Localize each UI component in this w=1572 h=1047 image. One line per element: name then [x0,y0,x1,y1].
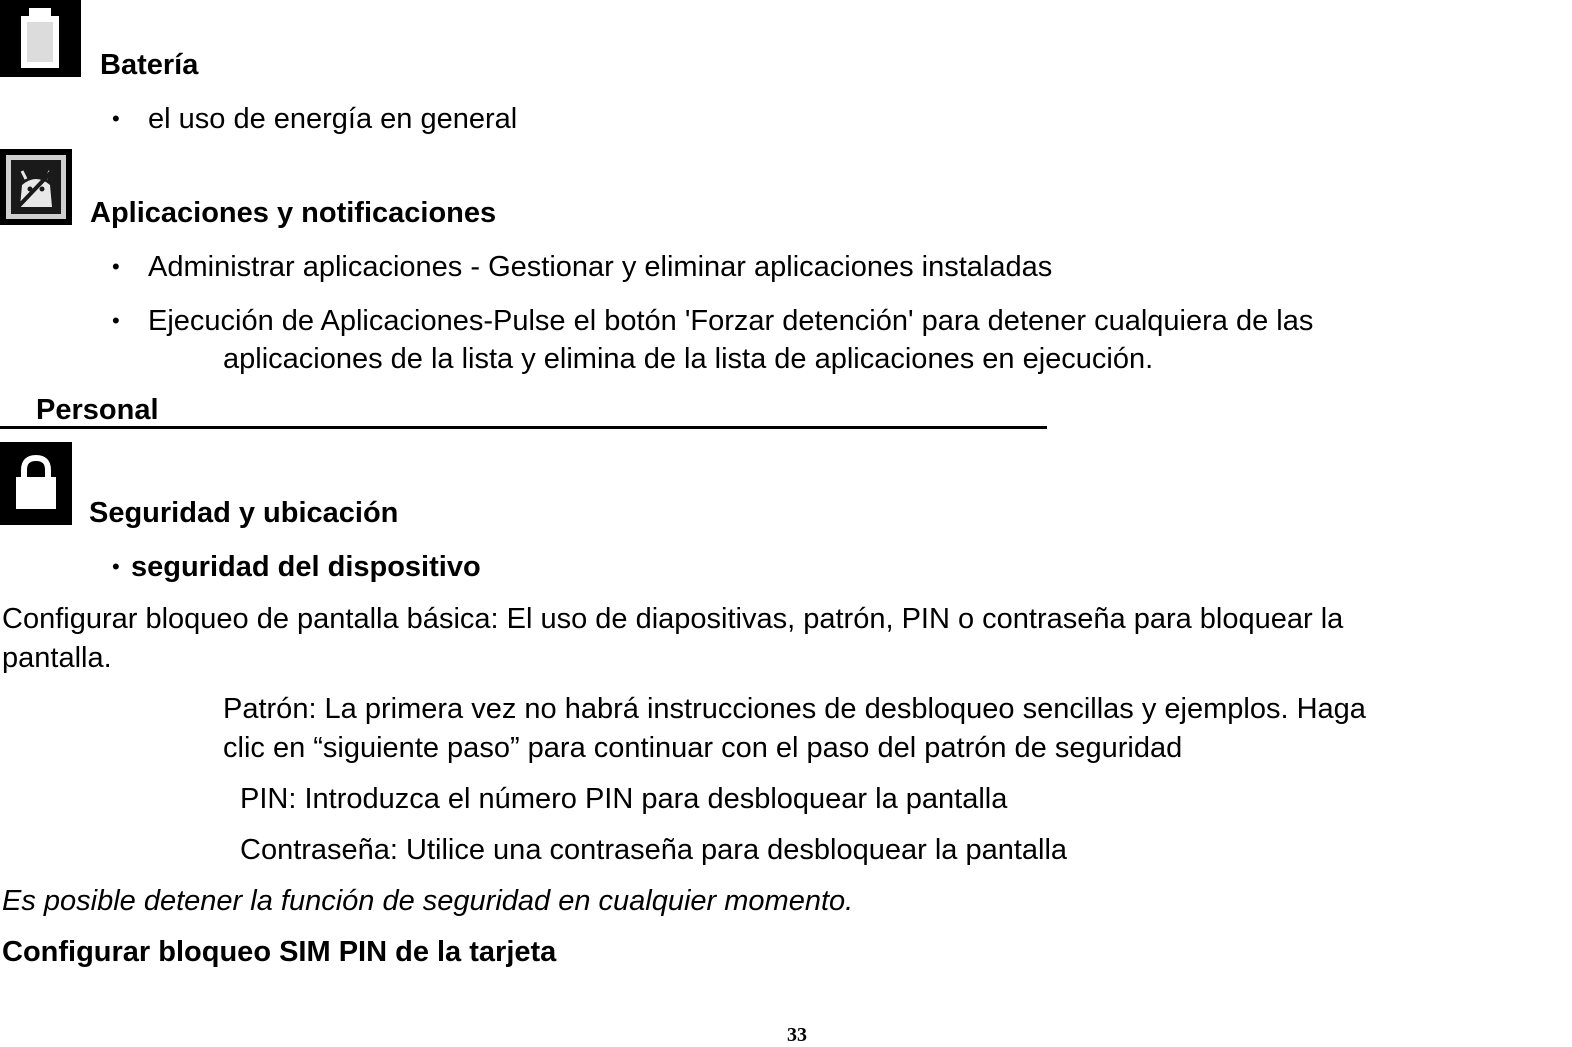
page-number: 33 [787,1024,807,1046]
bullet-icon: • [112,254,120,279]
security-note: Es posible detener la función de seguridad en cualquier momento. [2,885,854,917]
section-divider [0,426,1047,429]
security-title: Seguridad y ubicación [89,497,399,529]
battery-title: Batería [100,49,199,81]
battery-icon [0,0,81,77]
password-description: Contraseña: Utilice una contraseña para desbloquear la pantalla [240,834,1068,866]
lock-icon [0,442,72,525]
sim-lock-heading: Configurar bloqueo SIM PIN de la tarjeta [2,936,557,968]
personal-heading: Personal [36,394,159,426]
bullet-icon: • [112,554,120,579]
bullet-icon: • [112,308,120,333]
apps-item-running-continuation: aplicaciones de la lista y elimina de la lista de aplicaciones en ejecución. [223,343,1154,375]
pattern-description-line2: clic en “siguiente paso” para continuar con el paso del patrón de seguridad [223,732,1183,764]
security-paragraph-line2: pantalla. [2,642,112,674]
security-subheading: seguridad del dispositivo [131,551,481,583]
apps-item-manage: Administrar aplicaciones - Gestionar y eliminar aplicaciones instaladas [148,251,1053,283]
pattern-description-line1: Patrón: La primera vez no habrá instrucciones de desbloqueo sencillas y ejemplos. Haga [223,693,1366,725]
security-paragraph-line1: Configurar bloqueo de pantalla básica: El uso de diapositivas, patrón, PIN o contraseña para bloquear la [2,603,1344,635]
apps-title: Aplicaciones y notificaciones [90,197,497,229]
pin-description: PIN: Introduzca el número PIN para desbloquear la pantalla [240,783,1008,815]
bullet-icon: • [112,106,120,131]
android-apps-icon [0,149,72,225]
apps-item-running: Ejecución de Aplicaciones-Pulse el botón 'Forzar detención' para detener cualquiera de las [148,305,1314,337]
battery-item-energy: el uso de energía en general [148,103,518,135]
